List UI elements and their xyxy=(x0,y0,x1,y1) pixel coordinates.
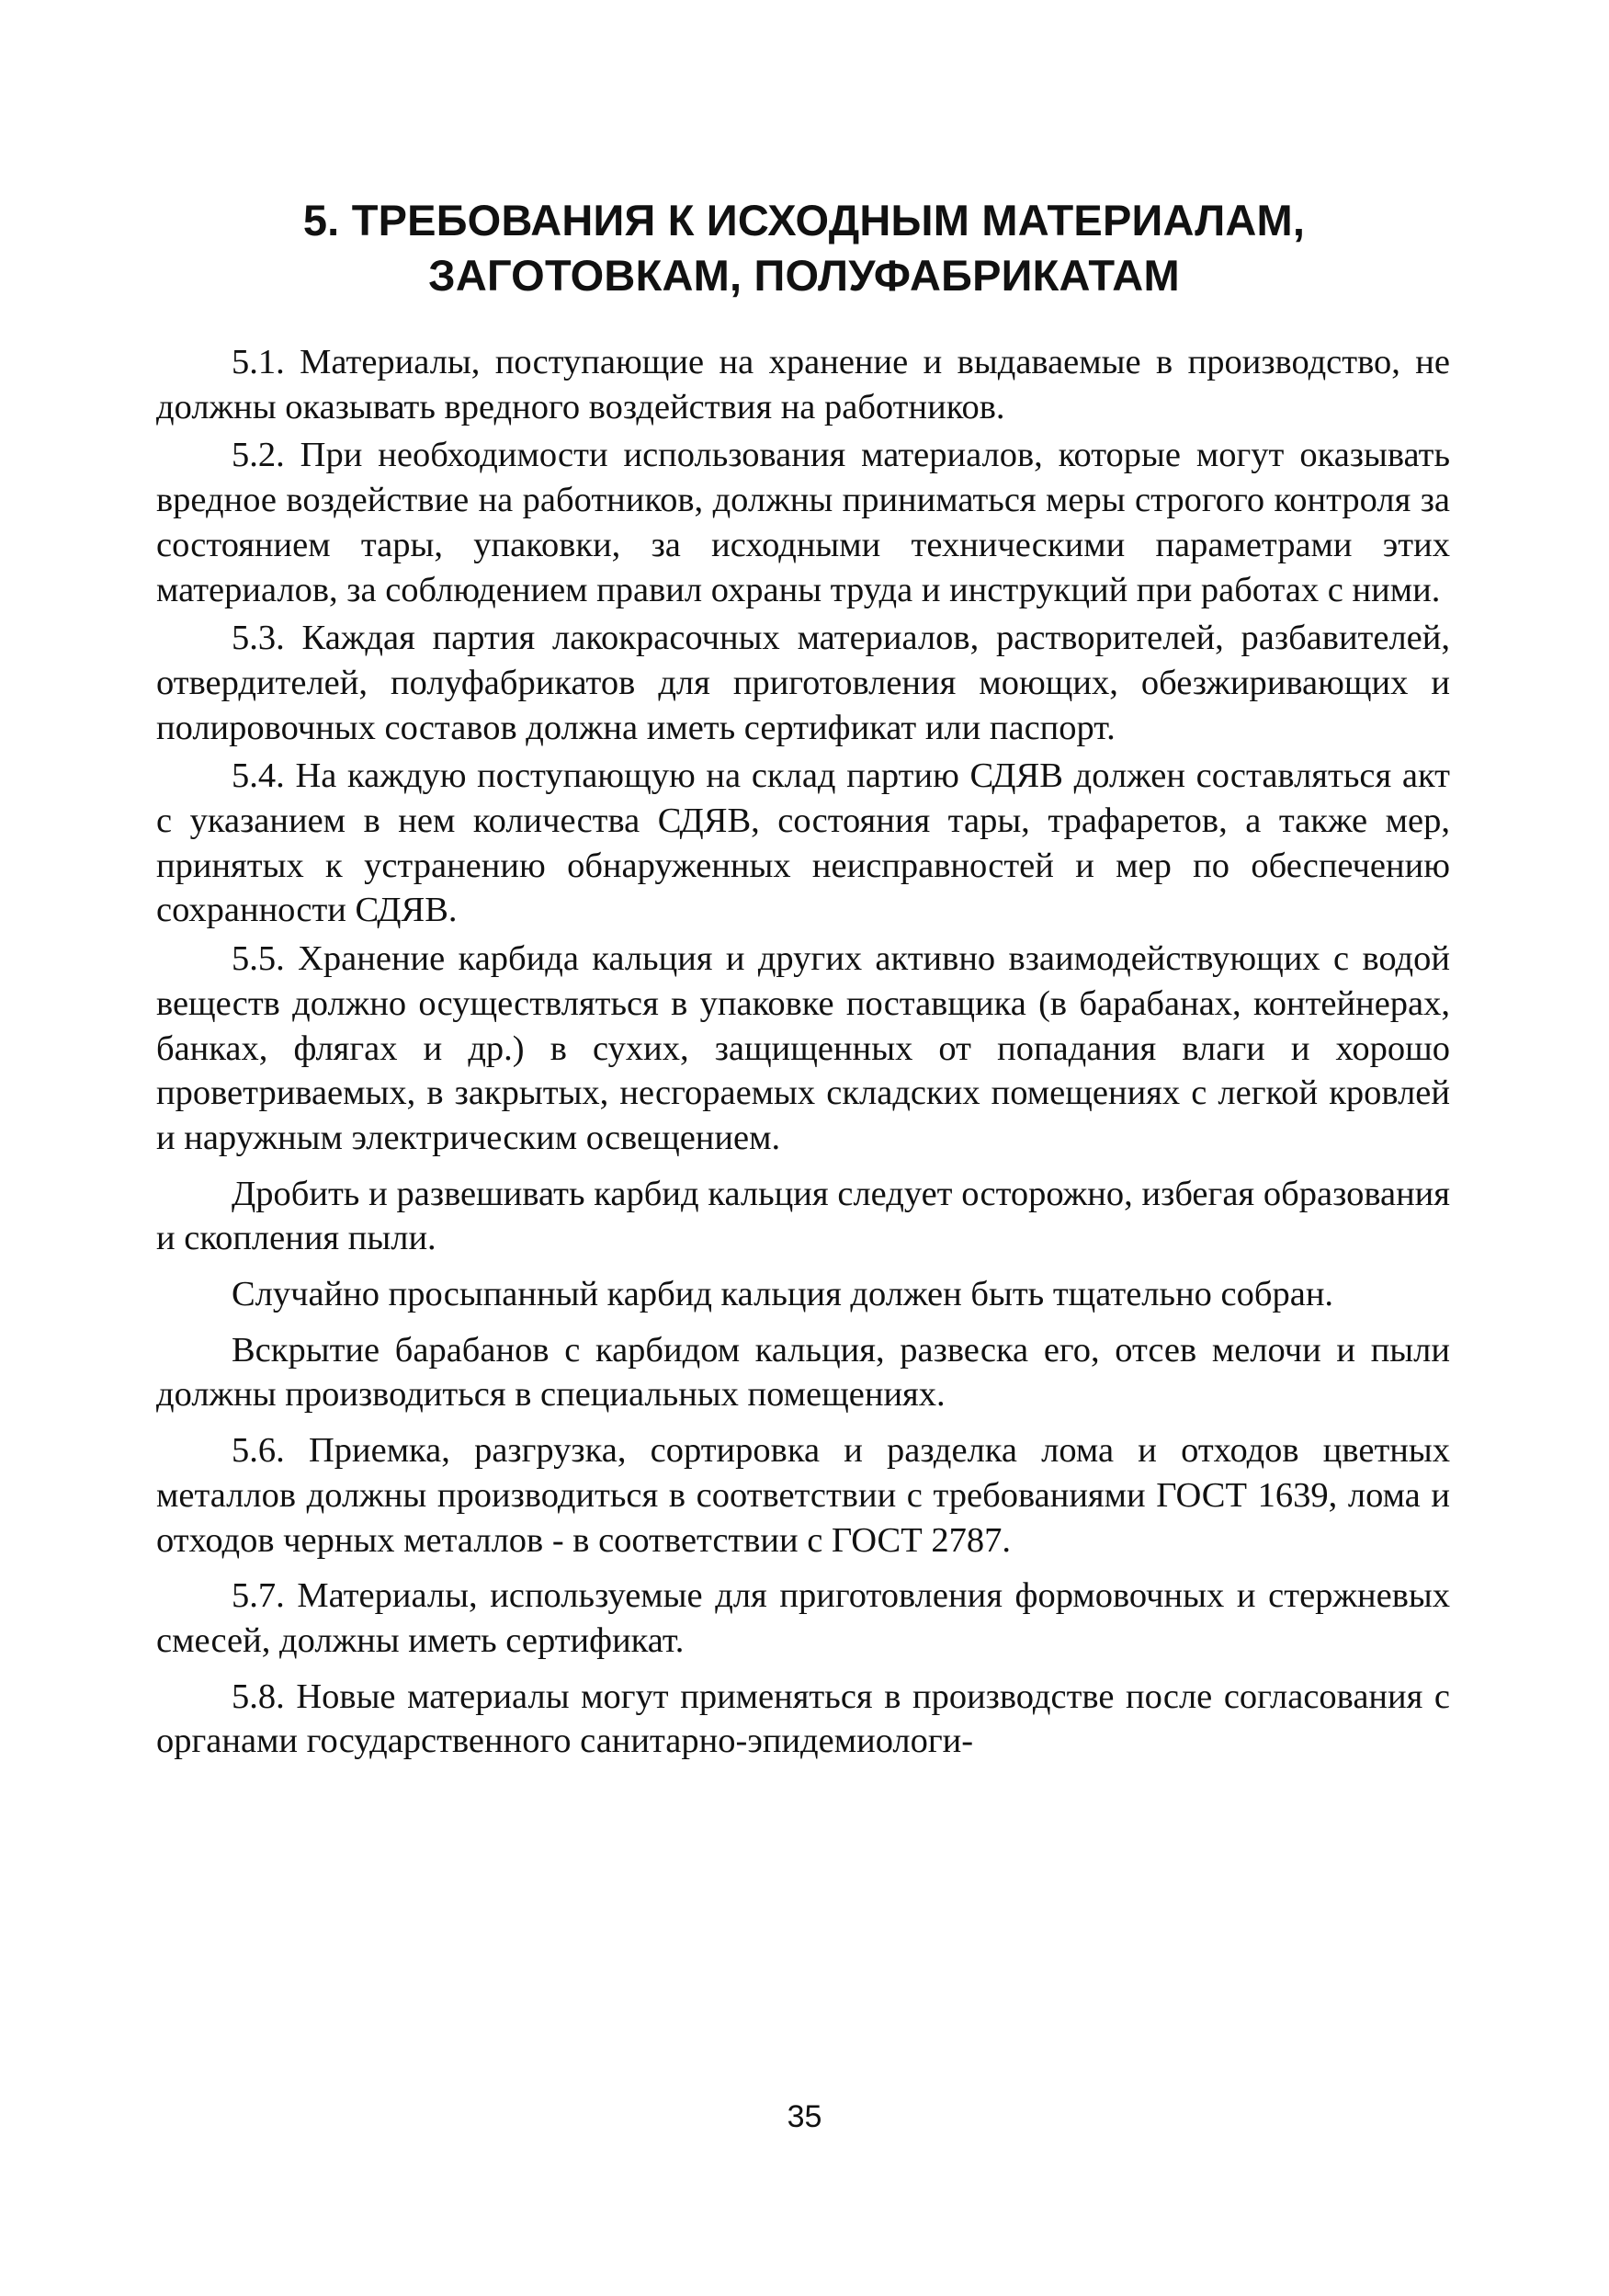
paragraph-5-5-opening: Вскрытие барабанов с карбидом кальция, развеска его, отсев мелочи и пыли должны производиться в специальных помещениях. xyxy=(156,1330,1450,1415)
paragraph-5-2: 5.2. При необходимости использования материалов, которые могут оказывать вредное воздействие на работников, должны приниматься меры строгого контроля за состоянием тары, упаковки, за исходными техническими параметрами этих материалов, за соблюдением правил охраны труда и инструкций при работах с ними. xyxy=(156,436,1450,609)
paragraph-5-5-crushing: Дробить и развешивать карбид кальция следует осторожно, избегая образования и скопления пыли. xyxy=(156,1174,1450,1258)
paragraph-5-5: 5.5. Хранение карбида кальция и других активно взаимодействующих с водой веществ должно осуществляться в упаковке поставщика (в барабанах, контейнерах, банках, флягах и др.) в сухих, защищенных от попадания влаги и хорошо проветриваемых, в закрытых, несгораемых складских помещениях с легкой кровлей и наружным электрическим освещением. xyxy=(156,939,1450,1157)
section-body xyxy=(156,340,1450,1767)
paragraph-5-4: 5.4. На каждую поступающую на склад партию СДЯВ должен составляться акт с указанием в нем количества СДЯВ, состояния тары, трафаретов, а также мер, принятых к устранению обнаруженных неисправностей и мер по обеспечению сохранности СДЯВ. xyxy=(156,756,1450,930)
paragraph-5-3: 5.3. Каждая партия лакокрасочных материалов, растворителей, разбавителей, отвердителей, полуфабрикатов для приготовления моющих, обезжиривающих и полировочных составов должна иметь сертификат или паспорт. xyxy=(156,619,1450,747)
paragraph-5-5-spilled: Случайно просыпанный карбид кальция должен быть тщательно собран. xyxy=(232,1275,1334,1314)
paragraph-5-8: 5.8. Новые материалы могут применяться в производстве после согласования с органами государственного санитарно-эпидемиологи- xyxy=(156,1677,1450,1761)
paragraph-5-1: 5.1. Материалы, поступающие на хранение и выдаваемые в производство, не должны оказывать вредного воздействия на работников. xyxy=(156,343,1450,426)
page-number: 35 xyxy=(787,2099,822,2134)
section-title-line-1: 5. ТРЕБОВАНИЯ К ИСХОДНЫМ МАТЕРИАЛАМ, xyxy=(302,196,1306,244)
section-title-line-2: ЗАГОТОВКАМ, ПОЛУФАБРИКАТАМ xyxy=(428,251,1180,300)
paragraph-5-6: 5.6. Приемка, разгрузка, сортировка и разделка лома и отходов цветных металлов должны производиться в соответствии с требованиями ГОСТ 1639, лома и отходов черных металлов - в соответствии с ГОСТ 2787. xyxy=(156,1431,1450,1560)
paragraph-5-7: 5.7. Материалы, используемые для приготовления формовочных и стержневых смесей, должны иметь сертификат. xyxy=(156,1576,1450,1660)
section-title xyxy=(156,193,1452,303)
